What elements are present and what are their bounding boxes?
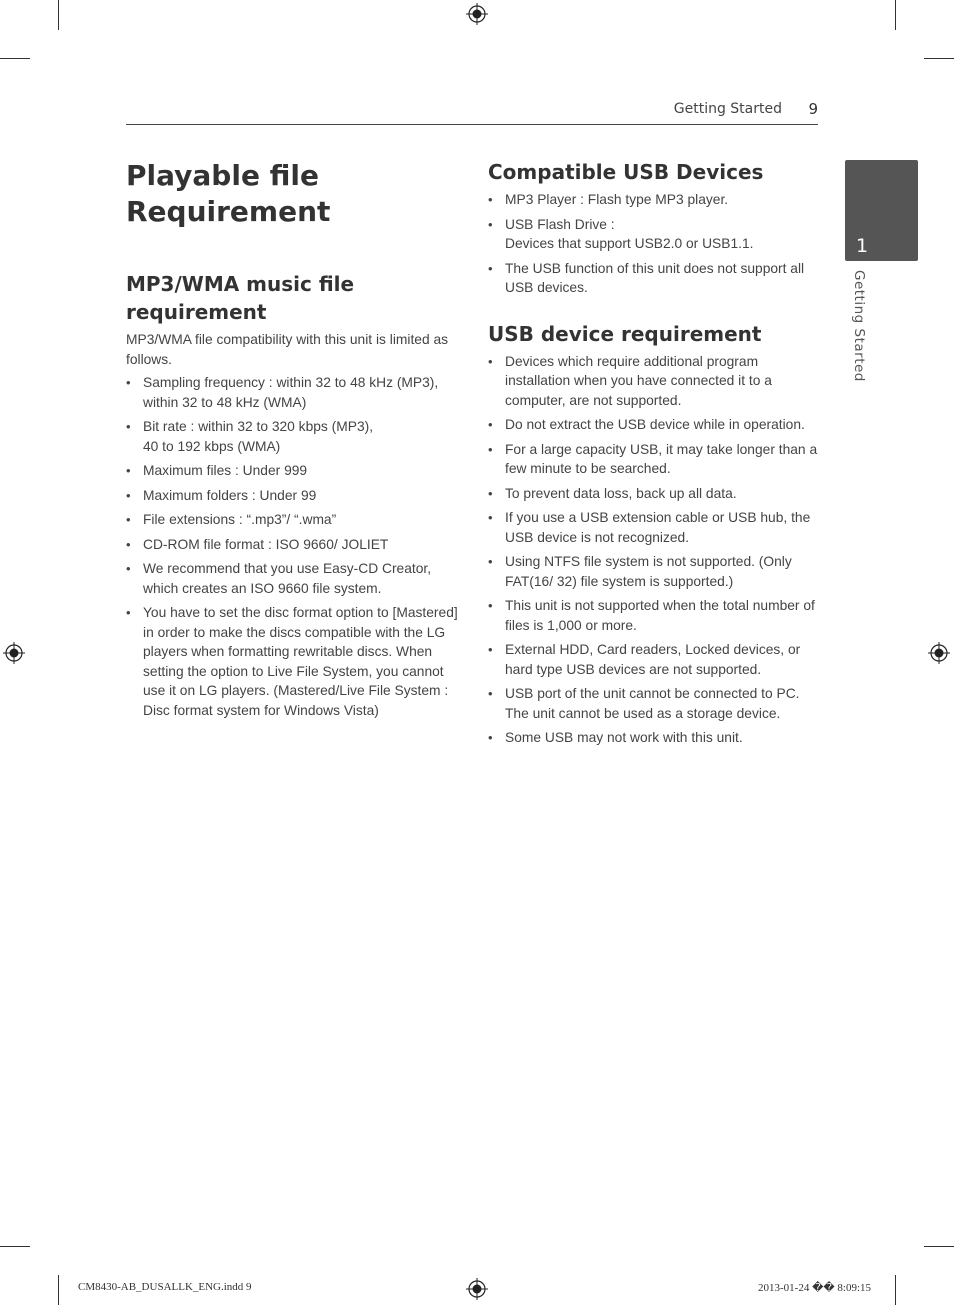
- bullet-icon: •: [488, 216, 493, 232]
- page-title-line: Playable file: [126, 159, 320, 192]
- list-item-text: Using NTFS file system is not supported. (Only FAT(16/ 32) file system is supported.): [505, 554, 792, 589]
- list-item: [488, 484, 820, 504]
- list-item-text: This unit is not supported when the total number of files is 1,000 or more.: [505, 598, 815, 633]
- registration-mark-icon: [466, 1278, 488, 1300]
- bullet-icon: •: [488, 353, 493, 369]
- list-item: [488, 728, 820, 748]
- print-slug-filename: CM8430-AB_DUSALLK_ENG.indd 9: [78, 1281, 252, 1293]
- bullet-icon: •: [126, 605, 131, 620]
- list-item-text: Bit rate : within 32 to 320 kbps (MP3), 40 to 192 kbps (WMA): [143, 419, 374, 454]
- list-item: [126, 603, 458, 720]
- list-item: [126, 535, 458, 555]
- crop-mark: [58, 0, 59, 30]
- bullet-icon: •: [488, 598, 493, 613]
- list-item-text: MP3 Player : Flash type MP3 player.: [505, 192, 729, 207]
- bullet-icon: •: [488, 417, 493, 432]
- bullet-icon: •: [488, 485, 493, 501]
- crop-mark: [0, 58, 30, 59]
- list-item: [488, 508, 820, 547]
- list-item: [488, 440, 820, 479]
- bullet-icon: •: [488, 730, 493, 745]
- list-item-text: Devices which require additional program installation when you have connected it to a computer, are not supported.: [505, 353, 772, 408]
- page-number: 9: [808, 100, 818, 118]
- usb-requirement-list: [488, 352, 820, 748]
- crop-mark: [58, 1275, 59, 1305]
- list-item: [488, 684, 820, 723]
- list-item-text: If you use a USB extension cable or USB hub, the USB device is not recognized.: [505, 510, 811, 545]
- header-section-title: Getting Started: [673, 101, 782, 117]
- list-item-text: The USB function of this unit does not support all USB devices.: [505, 260, 805, 295]
- chapter-number: 1: [856, 235, 869, 257]
- list-item-text: Do not extract the USB device while in operation.: [505, 417, 805, 432]
- bullet-icon: •: [126, 536, 131, 552]
- list-item-text: Sampling frequency : within 32 to 48 kHz (MP3), within 32 to 48 kHz (WMA): [143, 375, 439, 410]
- crop-mark: [895, 1275, 896, 1305]
- list-item: [488, 352, 820, 411]
- list-item: [488, 259, 820, 298]
- chapter-tab-label: Getting Started: [851, 270, 867, 382]
- compatible-usb-heading: Compatible USB Devices: [488, 160, 764, 184]
- list-item: [126, 486, 458, 506]
- list-item-text: Maximum folders : Under 99: [143, 487, 317, 503]
- list-item: [126, 373, 458, 412]
- list-item-text: We recommend that you use Easy-CD Creator, which creates an ISO 9660 file system.: [143, 561, 432, 596]
- list-item: [126, 417, 458, 456]
- list-item: [488, 640, 820, 679]
- list-item-text: Maximum files : Under 999: [143, 463, 308, 478]
- page-title-line: Requirement: [126, 195, 331, 228]
- bullet-icon: •: [126, 463, 131, 478]
- bullet-icon: •: [126, 487, 131, 503]
- list-item: [488, 596, 820, 635]
- crop-mark: [924, 1246, 954, 1247]
- bullet-icon: •: [126, 561, 131, 576]
- list-item-text: CD-ROM file format : ISO 9660/ JOLIET: [143, 536, 389, 552]
- list-item-text: USB port of the unit cannot be connected to PC. The unit cannot be used as a storage device.: [505, 686, 800, 721]
- print-slug-datetime: 2013-01-24 �� 8:09:15: [758, 1282, 871, 1294]
- page-title: [126, 158, 458, 230]
- list-item-text: USB Flash Drive : Devices that support USB2.0 or USB1.1.: [505, 216, 754, 251]
- crop-mark: [895, 0, 896, 30]
- list-item-text: External HDD, Card readers, Locked devices, or hard type USB devices are not supported.: [505, 642, 801, 677]
- right-column: [488, 158, 820, 753]
- bullet-icon: •: [488, 510, 493, 525]
- list-item: [126, 559, 458, 598]
- registration-mark-icon: [3, 642, 25, 664]
- list-item-text: To prevent data loss, back up all data.: [505, 485, 737, 501]
- list-item: [126, 510, 458, 530]
- bullet-icon: •: [488, 642, 493, 657]
- bullet-icon: •: [126, 419, 131, 434]
- bullet-icon: •: [488, 260, 493, 276]
- list-item: [126, 461, 458, 481]
- list-item-text: You have to set the disc format option to [Mastered] in order to make the discs compatible with the LG players when formatting rewritable discs. When setting the option to Live File System, you cannot use it on LG players. (Mastered/Live File System : Disc format system for Windows Vista): [143, 605, 458, 718]
- registration-mark-icon: [466, 3, 488, 25]
- crop-mark: [0, 1246, 30, 1247]
- bullet-icon: •: [126, 512, 131, 527]
- list-item-text: For a large capacity USB, it may take longer than a few minute to be searched.: [505, 441, 818, 476]
- registration-mark-icon: [928, 642, 950, 664]
- running-header: [126, 100, 818, 125]
- mp3-section-intro: MP3/WMA file compatibility with this unit is limited as follows.: [126, 332, 449, 367]
- crop-mark: [924, 58, 954, 59]
- bullet-icon: •: [488, 554, 493, 569]
- bullet-icon: •: [488, 686, 493, 701]
- bullet-icon: •: [488, 192, 493, 207]
- usb-requirement-heading: USB device requirement: [488, 321, 762, 346]
- list-item: [488, 215, 820, 254]
- mp3-section-heading: MP3/WMA music file requirement: [126, 272, 355, 324]
- bullet-icon: •: [126, 375, 131, 390]
- left-column: [126, 158, 458, 725]
- list-item: [488, 552, 820, 591]
- list-item: [488, 415, 820, 435]
- list-item-text: File extensions : “.mp3”/ “.wma”: [143, 512, 337, 527]
- list-item-text: Some USB may not work with this unit.: [505, 730, 743, 745]
- bullet-icon: •: [488, 441, 493, 457]
- list-item: [488, 190, 820, 210]
- chapter-tab: [845, 160, 918, 261]
- compatible-usb-list: [488, 190, 820, 298]
- mp3-requirement-list: [126, 373, 458, 720]
